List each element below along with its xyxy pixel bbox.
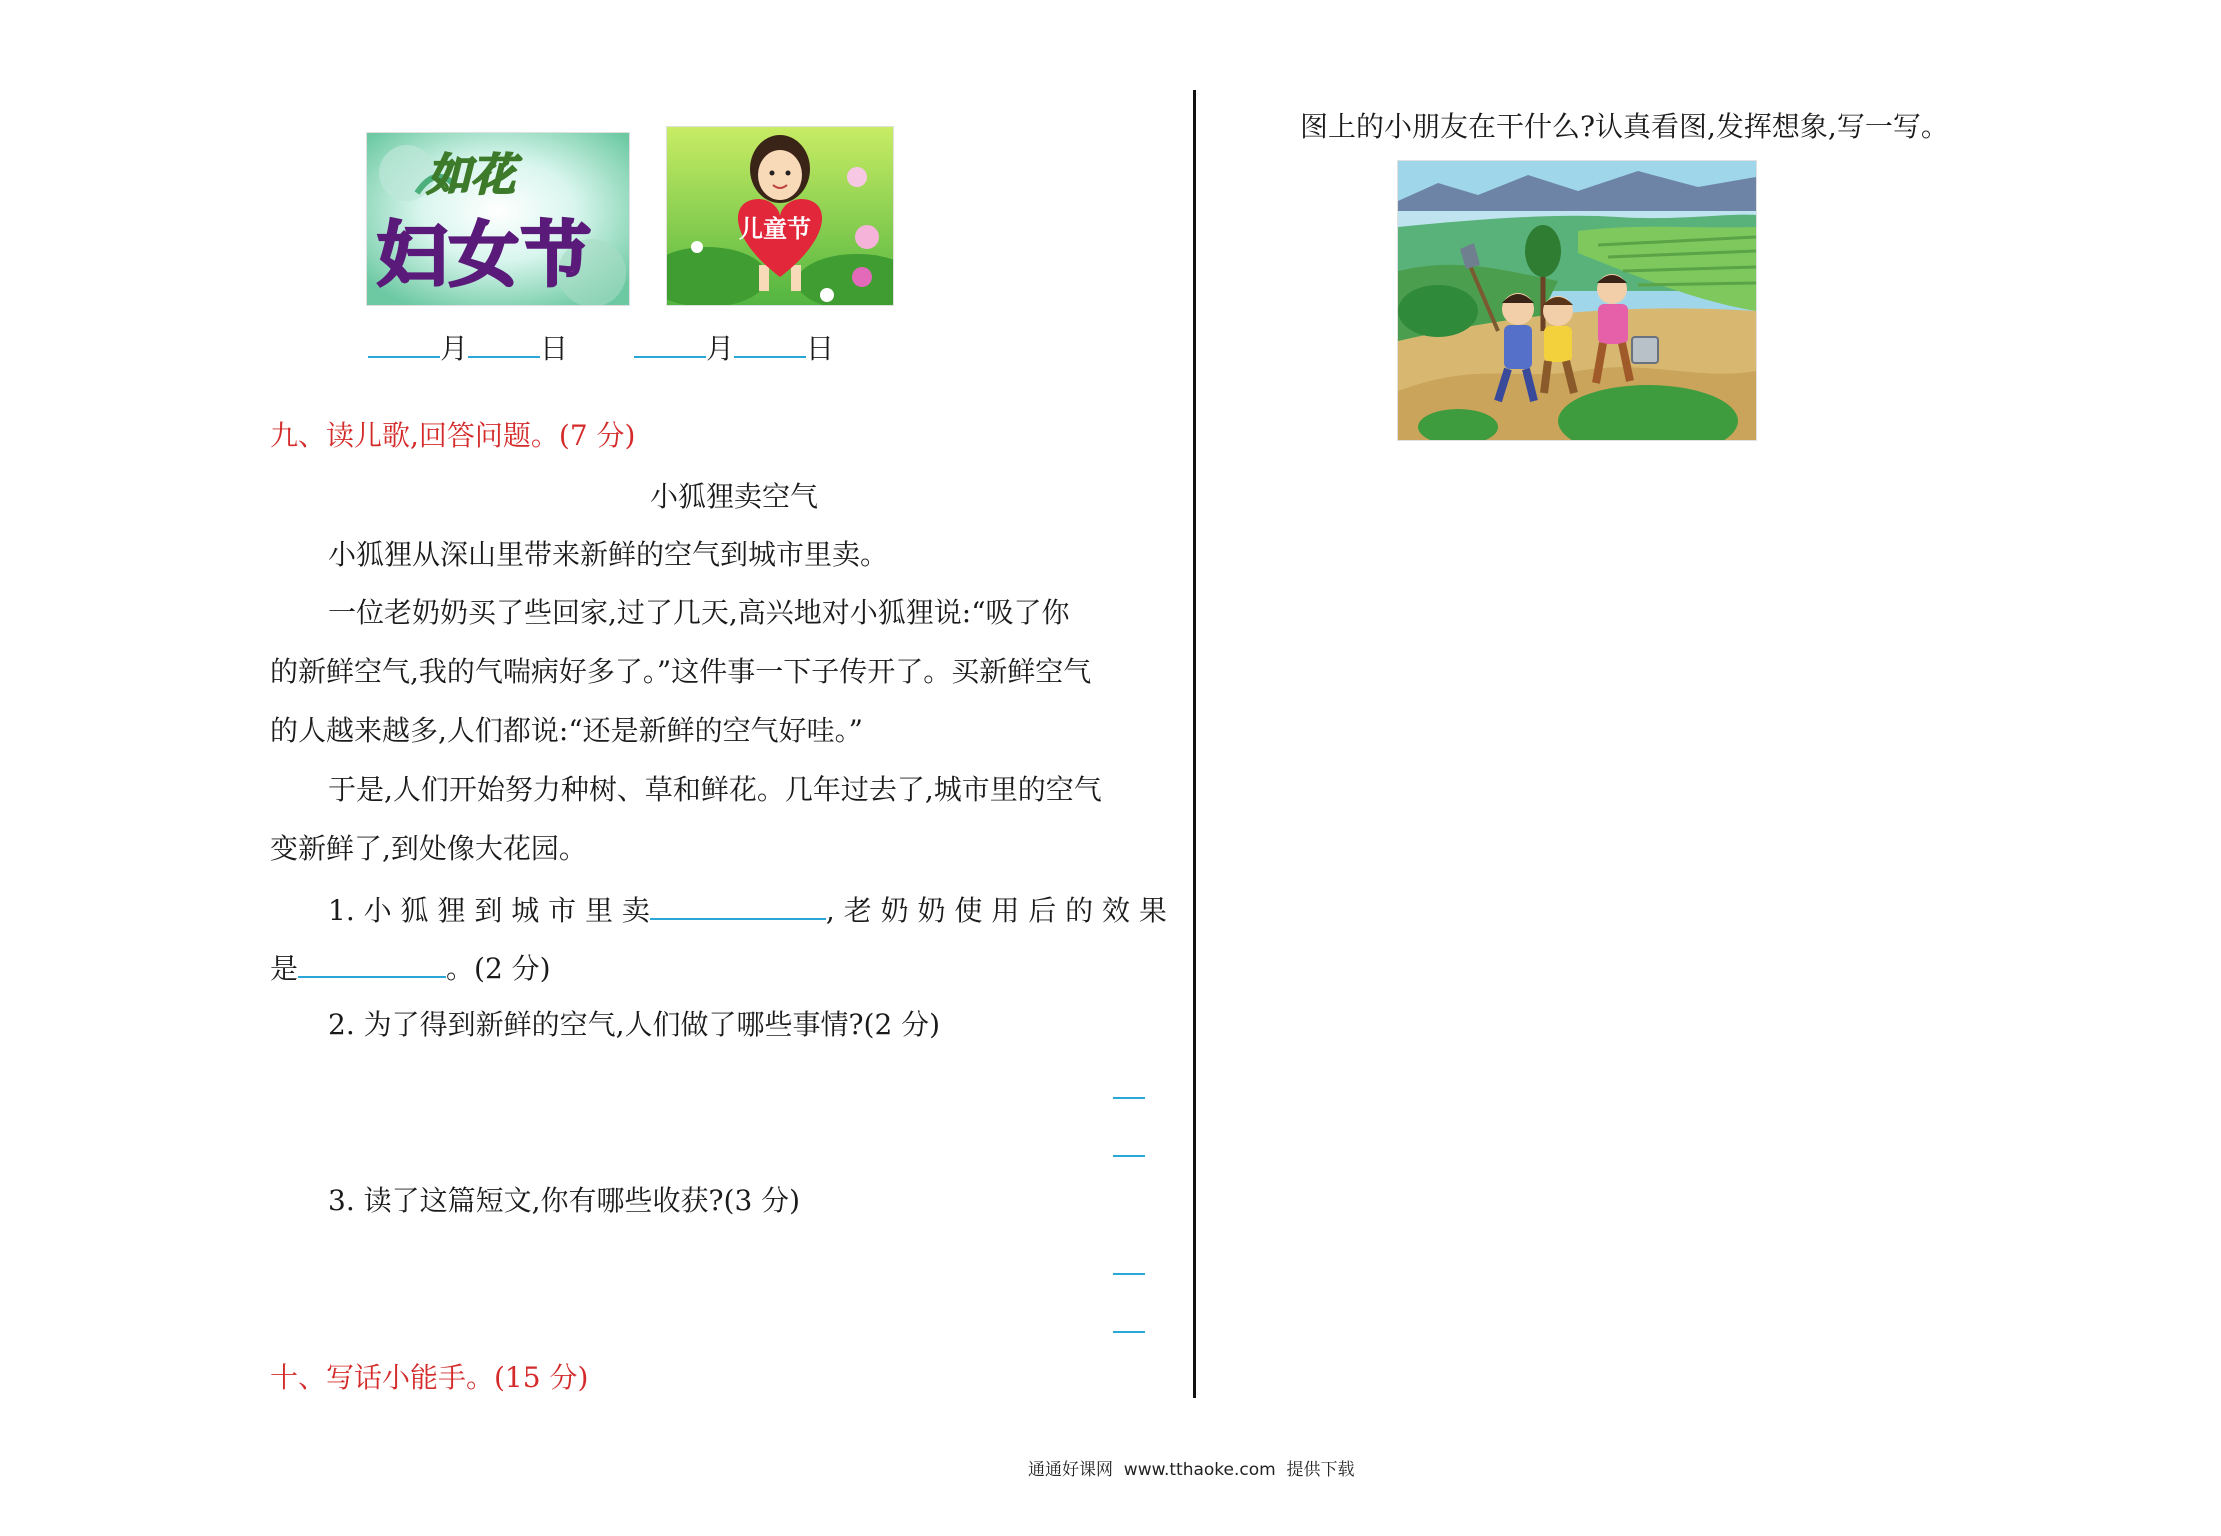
question-2-answer-line-2[interactable] — [1113, 1155, 1145, 1157]
poem-title: 小狐狸卖空气 — [650, 480, 819, 513]
writing-prompt: 图上的小朋友在干什么?认真看图,发挥想象,写一写。 — [1300, 110, 1949, 143]
question-1-blank-1[interactable] — [650, 888, 826, 920]
childrens-day-image — [666, 126, 894, 306]
paragraph-1: 小狐狸从深山里带来新鲜的空气到城市里卖。 — [328, 538, 889, 571]
children-planting-image — [1397, 160, 1757, 441]
question-3-answer-line-2[interactable] — [1113, 1331, 1145, 1333]
date-fill-childrens-day — [634, 326, 834, 369]
paragraph-6: 变新鲜了,到处像大花园。 — [270, 832, 587, 865]
question-1-line-1 — [328, 888, 1167, 931]
question-1-text-c: 是 — [270, 952, 299, 985]
question-3-answer-line-1[interactable] — [1113, 1273, 1145, 1275]
section-10-heading: 十、写话小能手。(15 分) — [270, 1361, 589, 1394]
question-1-blank-2[interactable] — [298, 946, 446, 978]
day-label: 日 — [806, 332, 835, 365]
question-1-text-a: 1. 小 狐 狸 到 城 市 里 卖 — [328, 894, 650, 927]
day-label: 日 — [540, 332, 569, 365]
childrens-day-label: 儿童节 — [739, 215, 811, 243]
paragraph-2: 一位老奶奶买了些回家,过了几天,高兴地对小狐狸说:“吸了你 — [328, 596, 1070, 629]
question-1-text-d: 。(2 分) — [446, 952, 551, 985]
question-3: 3. 读了这篇短文,你有哪些收获?(3 分) — [328, 1184, 801, 1217]
womens-day-label: 妇女节 — [377, 214, 593, 296]
footer-credit: 通通好课网 www.tthaoke.com 提供下载 — [1028, 1460, 1355, 1480]
womens-day-month-blank[interactable] — [368, 326, 440, 358]
womens-day-day-blank[interactable] — [468, 326, 540, 358]
paragraph-4: 的人越来越多,人们都说:“还是新鲜的空气好哇。” — [270, 714, 863, 747]
womens-day-deco: 如花 — [427, 150, 515, 201]
question-1-text-b: , 老 奶 奶 使 用 后 的 效 果 — [825, 894, 1167, 927]
childrens-day-month-blank[interactable] — [634, 326, 706, 358]
question-1-line-2 — [270, 946, 551, 989]
month-label: 月 — [440, 332, 469, 365]
question-2: 2. 为了得到新鲜的空气,人们做了哪些事情?(2 分) — [328, 1008, 941, 1041]
date-fill-womens-day — [368, 326, 568, 369]
question-2-answer-line-1[interactable] — [1113, 1097, 1145, 1099]
paragraph-3: 的新鲜空气,我的气喘病好多了。”这件事一下子传开了。买新鲜空气 — [270, 655, 1092, 688]
childrens-day-day-blank[interactable] — [734, 326, 806, 358]
section-9-heading: 九、读儿歌,回答问题。(7 分) — [270, 419, 636, 452]
month-label: 月 — [706, 332, 735, 365]
womens-day-image — [366, 132, 630, 306]
paragraph-5: 于是,人们开始努力种树、草和鲜花。几年过去了,城市里的空气 — [328, 773, 1102, 806]
column-divider — [1193, 90, 1196, 1398]
